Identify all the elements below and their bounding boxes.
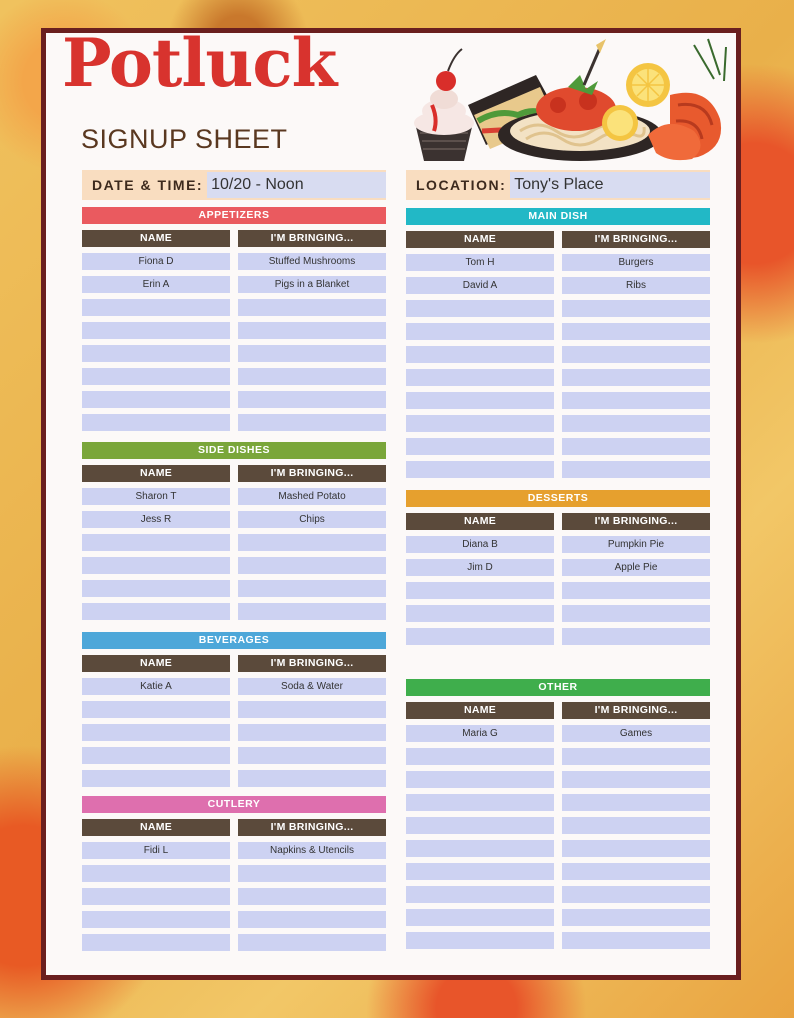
name-cell[interactable]: Katie A	[82, 678, 230, 695]
name-cell[interactable]	[406, 932, 554, 949]
column-header: NAME	[82, 819, 230, 836]
item-cell[interactable]	[562, 300, 710, 317]
location-value[interactable]: Tony's Place	[510, 172, 710, 198]
column-header: I'M BRINGING...	[238, 655, 386, 672]
name-cell[interactable]	[82, 888, 230, 905]
name-cell[interactable]	[82, 391, 230, 408]
name-column	[82, 655, 230, 787]
location-field	[406, 170, 710, 200]
item-cell[interactable]: Chips	[238, 511, 386, 528]
name-cell[interactable]	[82, 322, 230, 339]
item-cell[interactable]	[238, 724, 386, 741]
section-beverages	[82, 632, 386, 787]
column-header: I'M BRINGING...	[238, 465, 386, 482]
item-cell[interactable]	[562, 863, 710, 880]
name-cell[interactable]	[406, 840, 554, 857]
section-side-dishes	[82, 442, 386, 620]
item-cell[interactable]	[238, 557, 386, 574]
name-cell[interactable]	[406, 415, 554, 432]
section-other	[406, 679, 710, 949]
item-cell[interactable]	[562, 886, 710, 903]
signup-table	[82, 230, 386, 431]
name-cell[interactable]: Jess R	[82, 511, 230, 528]
signup-table	[406, 231, 710, 478]
name-cell[interactable]	[406, 582, 554, 599]
item-cell[interactable]: Soda & Water	[238, 678, 386, 695]
name-cell[interactable]	[406, 628, 554, 645]
name-cell[interactable]	[406, 863, 554, 880]
item-cell[interactable]	[562, 840, 710, 857]
name-column	[406, 702, 554, 949]
name-cell[interactable]	[406, 438, 554, 455]
item-cell[interactable]	[562, 771, 710, 788]
item-cell[interactable]: Apple Pie	[562, 559, 710, 576]
item-cell[interactable]	[238, 701, 386, 718]
column-header: I'M BRINGING...	[562, 231, 710, 248]
name-cell[interactable]	[406, 369, 554, 386]
sheet-title: Potluck	[62, 24, 337, 102]
item-cell[interactable]	[562, 323, 710, 340]
name-cell[interactable]	[406, 323, 554, 340]
item-cell[interactable]	[238, 368, 386, 385]
name-cell[interactable]	[82, 934, 230, 951]
name-cell[interactable]	[82, 770, 230, 787]
item-cell[interactable]: Burgers	[562, 254, 710, 271]
name-cell[interactable]	[82, 701, 230, 718]
name-column	[406, 231, 554, 478]
signup-table	[82, 819, 386, 951]
name-cell[interactable]	[82, 603, 230, 620]
item-cell[interactable]	[562, 932, 710, 949]
section-title: BEVERAGES	[82, 632, 386, 649]
name-cell[interactable]	[406, 771, 554, 788]
column-header: NAME	[406, 231, 554, 248]
location-label: LOCATION:	[416, 177, 507, 193]
name-cell[interactable]	[82, 345, 230, 362]
item-cell[interactable]	[562, 438, 710, 455]
name-column	[406, 513, 554, 645]
name-cell[interactable]	[82, 299, 230, 316]
item-cell[interactable]	[562, 461, 710, 478]
column-header: I'M BRINGING...	[562, 702, 710, 719]
signup-table	[406, 702, 710, 949]
column-header: I'M BRINGING...	[238, 230, 386, 247]
name-cell[interactable]	[406, 605, 554, 622]
item-cell[interactable]: Pigs in a Blanket	[238, 276, 386, 293]
name-column	[82, 465, 230, 620]
item-cell[interactable]	[562, 748, 710, 765]
name-cell[interactable]	[82, 557, 230, 574]
name-cell[interactable]: Erin A	[82, 276, 230, 293]
column-header: I'M BRINGING...	[562, 513, 710, 530]
name-cell[interactable]	[406, 346, 554, 363]
name-cell[interactable]: Maria G	[406, 725, 554, 742]
section-title: MAIN DISH	[406, 208, 710, 225]
section-title: APPETIZERS	[82, 207, 386, 224]
column-header: NAME	[82, 465, 230, 482]
item-cell[interactable]	[238, 865, 386, 882]
section-appetizers	[82, 207, 386, 431]
name-cell[interactable]: Fidi L	[82, 842, 230, 859]
item-cell[interactable]	[238, 345, 386, 362]
food-illustration	[408, 35, 738, 167]
item-cell[interactable]	[238, 603, 386, 620]
name-cell[interactable]	[406, 909, 554, 926]
column-header: NAME	[406, 513, 554, 530]
item-cell[interactable]	[238, 391, 386, 408]
date-time-value[interactable]: 10/20 - Noon	[207, 172, 386, 198]
item-cell[interactable]	[562, 817, 710, 834]
bringing-column	[238, 819, 386, 951]
item-cell[interactable]	[238, 770, 386, 787]
item-cell[interactable]	[238, 534, 386, 551]
column-header: NAME	[82, 655, 230, 672]
bringing-column	[562, 231, 710, 478]
item-cell[interactable]	[238, 934, 386, 951]
name-cell[interactable]	[82, 368, 230, 385]
section-title: OTHER	[406, 679, 710, 696]
item-cell[interactable]	[562, 369, 710, 386]
name-cell[interactable]	[406, 817, 554, 834]
name-cell[interactable]: Sharon T	[82, 488, 230, 505]
item-cell[interactable]	[562, 582, 710, 599]
bringing-column	[238, 230, 386, 431]
name-cell[interactable]	[406, 461, 554, 478]
section-cutlery	[82, 796, 386, 951]
item-cell[interactable]	[562, 605, 710, 622]
section-title: CUTLERY	[82, 796, 386, 813]
item-cell[interactable]	[238, 414, 386, 431]
name-cell[interactable]	[82, 747, 230, 764]
name-cell[interactable]: David A	[406, 277, 554, 294]
item-cell[interactable]	[562, 628, 710, 645]
section-title: DESSERTS	[406, 490, 710, 507]
item-cell[interactable]	[238, 299, 386, 316]
bringing-column	[562, 513, 710, 645]
item-cell[interactable]: Mashed Potato	[238, 488, 386, 505]
date-time-label: DATE & TIME:	[92, 177, 204, 193]
item-cell[interactable]	[238, 888, 386, 905]
bringing-column	[238, 655, 386, 787]
cupcake-icon	[414, 49, 474, 161]
name-column	[82, 819, 230, 951]
name-cell[interactable]	[406, 886, 554, 903]
item-cell[interactable]	[562, 346, 710, 363]
name-cell[interactable]	[82, 580, 230, 597]
name-cell[interactable]: Tom H	[406, 254, 554, 271]
name-cell[interactable]	[406, 794, 554, 811]
column-header: I'M BRINGING...	[238, 819, 386, 836]
signup-table	[82, 655, 386, 787]
item-cell[interactable]: Stuffed Mushrooms	[238, 253, 386, 270]
name-cell[interactable]	[82, 414, 230, 431]
name-cell[interactable]	[82, 865, 230, 882]
signup-table	[406, 513, 710, 645]
name-cell[interactable]	[82, 534, 230, 551]
signup-sheet	[41, 24, 741, 980]
column-header: NAME	[82, 230, 230, 247]
item-cell[interactable]: Napkins & Utencils	[238, 842, 386, 859]
signup-table	[82, 465, 386, 620]
item-cell[interactable]	[562, 909, 710, 926]
section-main-dish	[406, 208, 710, 478]
name-cell[interactable]	[406, 300, 554, 317]
date-time-field	[82, 170, 386, 200]
bringing-column	[238, 465, 386, 620]
name-cell[interactable]: Jim D	[406, 559, 554, 576]
item-cell[interactable]	[238, 322, 386, 339]
item-cell[interactable]	[562, 794, 710, 811]
name-column	[82, 230, 230, 431]
item-cell[interactable]	[562, 415, 710, 432]
name-cell[interactable]	[406, 392, 554, 409]
name-cell[interactable]	[82, 724, 230, 741]
item-cell[interactable]: Ribs	[562, 277, 710, 294]
item-cell[interactable]	[238, 911, 386, 928]
name-cell[interactable]	[406, 748, 554, 765]
section-desserts	[406, 490, 710, 645]
section-title: SIDE DISHES	[82, 442, 386, 459]
sheet-subtitle: SIGNUP SHEET	[81, 124, 288, 154]
item-cell[interactable]	[238, 580, 386, 597]
bringing-column	[562, 702, 710, 949]
name-cell[interactable]: Diana B	[406, 536, 554, 553]
item-cell[interactable]	[238, 747, 386, 764]
name-cell[interactable]	[82, 911, 230, 928]
item-cell[interactable]: Pumpkin Pie	[562, 536, 710, 553]
item-cell[interactable]: Games	[562, 725, 710, 742]
column-header: NAME	[406, 702, 554, 719]
item-cell[interactable]	[562, 392, 710, 409]
name-cell[interactable]: Fiona D	[82, 253, 230, 270]
